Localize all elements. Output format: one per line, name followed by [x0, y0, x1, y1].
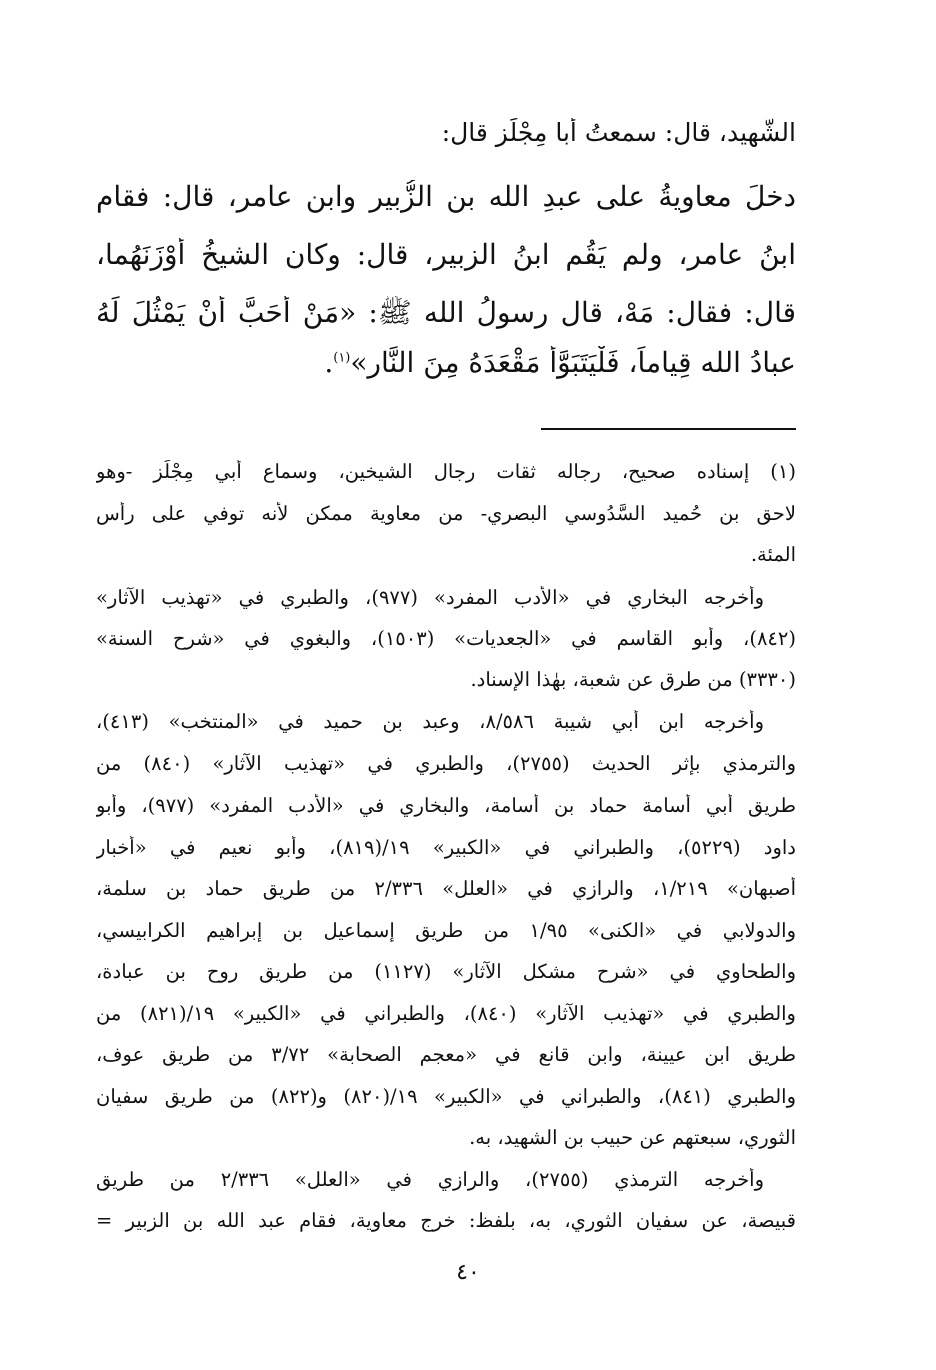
footnote-line-11: أصبهان» ١/٢١٩، والرازي في «العلل» ٢/٣٣٦ من طريق حماد بن سلمة، [96, 877, 796, 900]
footnote-line-3: المئة. [750, 543, 796, 566]
footnote-line-7: وأخرجه ابن أبي شيبة ٨/٥٨٦، وعبد بن حميد في «المنتخب» (٤١٣)، [96, 710, 764, 733]
footnote-reference: (١) [333, 350, 351, 366]
footnote-line-2: لاحق بن حُميد السَّدُوسي البصري- من معاوية ممكن لأنه توفي على رأس [96, 502, 796, 525]
footnote-separator [541, 428, 796, 430]
footnote-line-8: والترمذي بإثر الحديث (٢٧٥٥)، والطبري في «تهذيب الآثار» (٨٤٠) من [96, 752, 796, 775]
footnote-line-14: والطبري في «تهذيب الآثار» (٨٤٠)، والطبراني في «الكبير» ١٩/(٨٢١) من [96, 1002, 796, 1025]
main-text-line-2: دخلَ معاويةُ على عبدِ الله بنِ الزُّبير وابن عامر، قال: فقام [96, 180, 796, 213]
footnote-line-9: طريق أبي أسامة حماد بن أسامة، والبخاري في «الأدب المفرد» (٩٧٧)، وأبو [96, 794, 796, 817]
footnote-line-13: والطحاوي في «شرح مشكل الآثار» (١١٢٧) من طريق روح بن عبادة، [96, 960, 796, 983]
footnote-line-15: طريق ابن عيينة، وابن قانع في «معجم الصحابة» ٣/٧٢ من طريق عوف، [96, 1043, 796, 1066]
footnote-line-1: (١) إسناده صحيح، رجاله ثقات رجال الشيخين، وسماع أبي مِجْلَز -وهو [96, 460, 796, 483]
footnote-line-5: (٨٤٢)، وأبو القاسم في «الجعديات» (١٥٠٣)، والبغوي في «شرح السنة» [96, 627, 796, 650]
footnote-line-16: والطبري (٨٤١)، والطبراني في «الكبير» ١٩/(٨٢٠) و(٨٢٢) من طريق سفيان [96, 1085, 796, 1108]
footnote-line-19: قبيصة، عن سفيان الثوري، به، بلفظ: خرج معاوية، فقام عبد الله بن الزبير = [96, 1209, 796, 1232]
main-text-line-5 [96, 346, 796, 379]
main-text-line-3: ابنُ عامرٍ، ولم يَقُم ابنُ الزبير، قال: وكان الشيخُ أَوْزَنَهُما، [96, 238, 796, 271]
main-text-line-4: قال: فقال: مَهْ، قال رسولُ الله ﷺ: «مَنْ أَحَبَّ أَنْ يَمْثُلَ لَهُ [96, 296, 796, 329]
footnote-line-12: والدولابي في «الكنى» ١/٩٥ من طريق إسماعيل بن إبراهيم الكرابيسي، [96, 919, 796, 942]
footnote-line-4: وأخرجه البخاري في «الأدب المفرد» (٩٧٧)، والطبري في «تهذيب الآثار» [96, 586, 764, 609]
footnote-line-18: وأخرجه الترمذي (٢٧٥٥)، والرازي في «العلل» ٢/٣٣٦ من طريق [96, 1168, 764, 1191]
period: . [324, 346, 334, 379]
footnote-line-6: (٣٣٣٠) من طرق عن شعبة، بهٰذا الإسناد. [470, 668, 796, 691]
main-text-line-1: الشَّهيد، قال: سمعتُ أبا مِجْلَزٍ قال: [441, 118, 796, 147]
main-text-line-5-text: عبادُ الله قِياماً، فَلْيَتَبَوَّأْ مَقْعَدَهُ مِنَ النَّارِ» [350, 346, 796, 379]
footnote-line-10: داود (٥٢٢٩)، والطبراني في «الكبير» ١٩/(٨١٩)، وأبو نعيم في «أخبار [96, 836, 796, 859]
footnote-line-17: الثوري، سبعتهم عن حبيب بن الشهيد، به. [469, 1126, 796, 1149]
page-number: ٤٠ [456, 1260, 480, 1285]
